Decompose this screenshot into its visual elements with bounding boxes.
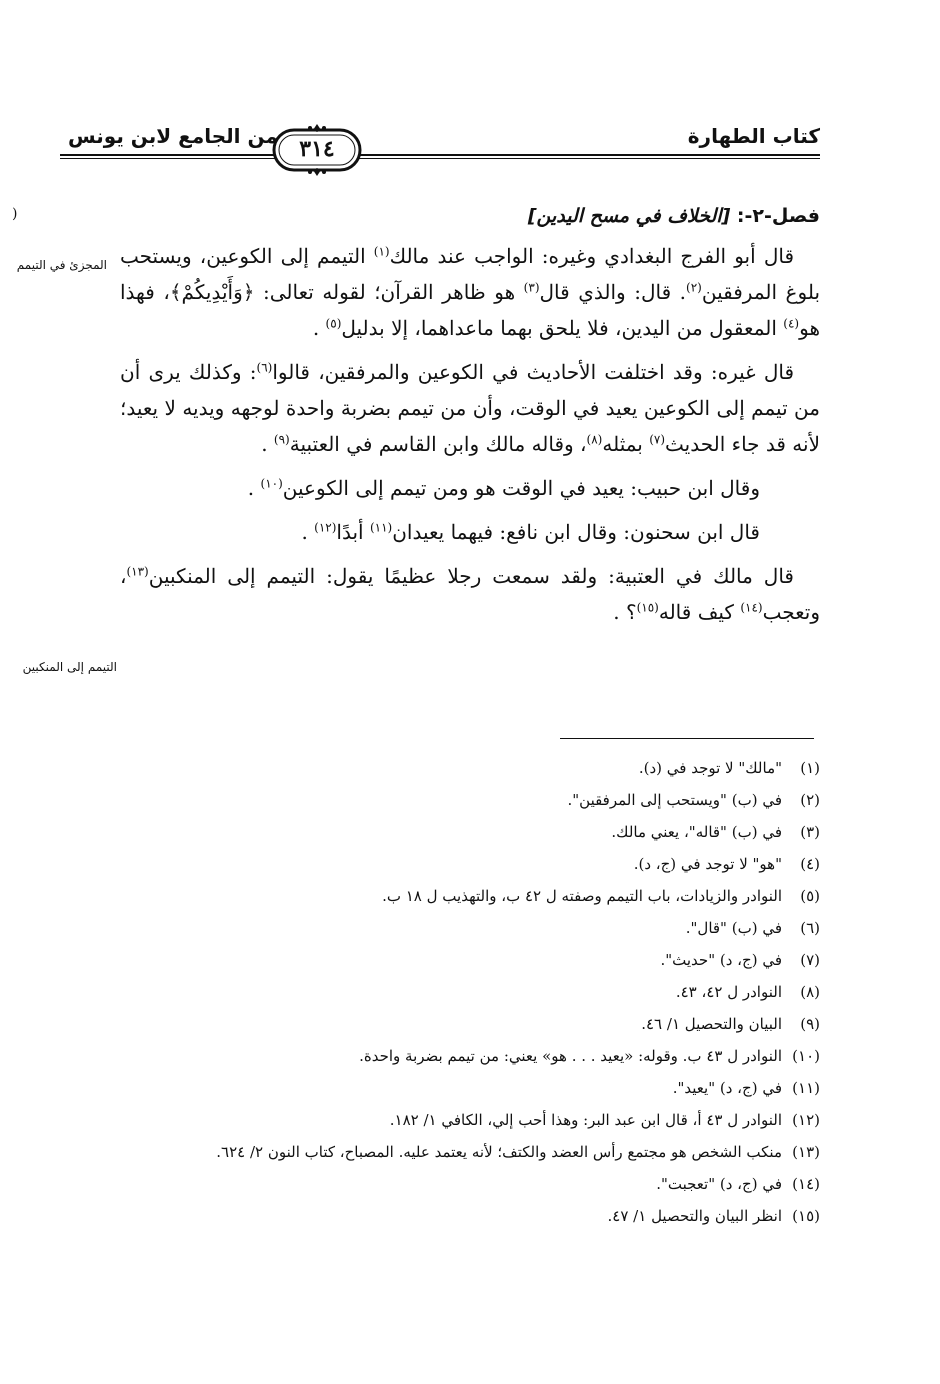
text-run: كيف قاله — [658, 600, 741, 624]
footnote-number: (٩) — [800, 1015, 820, 1033]
footnote-ref[interactable]: (١٣) — [126, 564, 149, 579]
footnote-number: (١١) — [792, 1079, 820, 1097]
footnote — [100, 752, 820, 784]
page-number: ٣١٤ — [299, 136, 335, 162]
footnote-separator — [560, 738, 814, 739]
chapter-title: كتاب الطهارة — [687, 124, 820, 148]
section-heading — [120, 198, 820, 234]
text-run: . — [247, 476, 261, 500]
footnote — [100, 1168, 820, 1200]
paragraph — [120, 558, 820, 630]
footnote-ref[interactable]: (١٢) — [314, 520, 337, 535]
paragraph — [120, 354, 820, 462]
book-title: من الجامع لابن يونس — [68, 124, 278, 148]
footnote-ref[interactable]: (١٠) — [260, 476, 283, 491]
section-title: [الخلاف في مسح اليدين] — [527, 205, 731, 227]
footnote-ref[interactable]: (١) — [373, 244, 390, 259]
text-run: قال غيره: وقد اختلفت الأحاديث في الكوعين والمرفقين، قالوا — [272, 360, 795, 384]
text-run: : وكذلك يرى أن من تيمم إلى الكوعين يعيد في الوقت، وأن من تيمم بضربة واحدة لوجهه ويديه لا يعيد؛ لأنه قد جاء الحديث — [120, 360, 820, 456]
margin-mark: ( — [12, 206, 18, 222]
footnote-text: في (ب) "ويستحب إلى المرفقين". — [567, 791, 782, 809]
text-run: وقال ابن حبيب: يعيد في الوقت هو ومن تيمم إلى الكوعين — [282, 476, 760, 500]
footnote-number: (٦) — [800, 919, 820, 937]
footnote — [100, 1136, 820, 1168]
footnote — [100, 1040, 820, 1072]
footnote-number: (٤) — [800, 855, 820, 873]
footnote-number: (٥) — [800, 887, 820, 905]
footnote-number: (١٠) — [792, 1047, 820, 1065]
footnote-ref[interactable]: (٧) — [649, 432, 666, 447]
footnote-ref[interactable]: (٤) — [783, 316, 800, 331]
footnotes — [100, 752, 820, 1232]
text-run: قال ابن سحنون: وقال ابن نافع: فيهما يعيدان — [392, 520, 760, 544]
text-run: قال أبو الفرج البغدادي وغيره: الواجب عند مالك — [389, 244, 795, 268]
section-label: فصل-٢-: — [736, 205, 820, 227]
footnote — [100, 976, 820, 1008]
footnote — [100, 1008, 820, 1040]
text-run: . — [261, 432, 274, 456]
footnote-number: (٣) — [800, 823, 820, 841]
footnote-text: "هو" لا توجد في (ج، د). — [633, 855, 782, 873]
footnote-number: (٧) — [800, 951, 820, 969]
footnote-text: في (ب) "قاله"، يعني مالك. — [611, 823, 782, 841]
footnote-number: (١) — [800, 759, 820, 777]
text-run: . قال: والذي قال — [539, 280, 687, 304]
footnote-ref[interactable]: (٩) — [273, 432, 290, 447]
text-run: ، وقاله مالك وابن القاسم في العتبية — [289, 432, 587, 456]
footnote-text: النوادر ل ٤٣ أ، قال ابن عبد البر: وهذا أحب إلي، الكافي ١/ ١٨٢. — [389, 1111, 782, 1129]
footnote-ref[interactable]: (٣) — [523, 280, 540, 295]
margin-note-sufficient-tayammum: المجزئ في التيمم — [16, 258, 107, 272]
footnote-number: (٨) — [800, 983, 820, 1001]
text-run: هو ظاهر القرآن؛ لقوله تعالى: ﴿وَأَيْدِيكُمْ﴾، فهذا هو — [120, 280, 820, 340]
footnote — [100, 816, 820, 848]
footnote-text: انظر البيان والتحصيل ١/ ٤٧. — [607, 1207, 782, 1225]
footnote-ref[interactable]: (٨) — [586, 432, 603, 447]
footnote-ref[interactable]: (١١) — [369, 520, 393, 535]
text-run: . — [312, 316, 326, 340]
paragraph — [120, 238, 820, 346]
margin-note-shoulders: التيمم إلى المنكبين — [22, 660, 117, 674]
text-run: قال مالك في العتبية: ولقد سمعت رجلا عظيمًا يقول: التيمم إلى المنكبين — [148, 564, 794, 588]
text-run: ، وتعجب — [120, 564, 820, 624]
footnote-text: البيان والتحصيل ١/ ٤٦. — [641, 1015, 782, 1033]
footnote-text: في (ج، د) "حديث". — [660, 951, 782, 969]
footnote — [100, 1200, 820, 1232]
footnote — [100, 944, 820, 976]
footnote-text: في (ج، د) "تعجبت". — [656, 1175, 782, 1193]
footnote-number: (١٢) — [792, 1111, 820, 1129]
footnote-number: (٢) — [800, 791, 820, 809]
footnote-ref[interactable]: (١٤) — [740, 600, 763, 615]
footnote-text: النوادر ل ٤٣ ب. وقوله: «يعيد . . . هو» يعني: من تيمم بضربة واحدة. — [359, 1047, 782, 1065]
page-number-medallion — [270, 122, 364, 178]
main-text — [120, 198, 820, 638]
paragraphs — [120, 238, 820, 630]
text-run: أبدًا — [336, 520, 370, 544]
running-header — [60, 118, 820, 188]
footnote-text: في (ب) "قال". — [685, 919, 782, 937]
footnote-text: النوادر ل ٤٢، ٤٣. — [675, 983, 782, 1001]
text-run: ؟ . — [613, 600, 637, 624]
footnote — [100, 880, 820, 912]
footnote — [100, 912, 820, 944]
footnote-number: (١٥) — [792, 1207, 820, 1225]
footnote — [100, 1072, 820, 1104]
footnote-text: "مالك" لا توجد في (د). — [638, 759, 782, 777]
text-run: التيمم إلى الكوعين، ويستحب بلوغ المرفقين — [120, 244, 821, 304]
footnote-number: (١٣) — [792, 1143, 820, 1161]
footnote — [100, 1104, 820, 1136]
footnote-text: منكب الشخص هو مجتمع رأس العضد والكتف؛ لأنه يعتمد عليه. المصباح، كتاب النون ٢/ ٦٢٤. — [216, 1143, 782, 1161]
footnote-ref[interactable]: (٥) — [325, 316, 342, 331]
text-run: المعقول من اليدين، فلا يلحق بهما ماعداهما، إلا بدليل — [341, 316, 784, 340]
text-run: بمثله — [602, 432, 650, 456]
paragraph — [120, 470, 820, 506]
text-run: . — [301, 520, 315, 544]
footnote-ref[interactable]: (١٥) — [636, 600, 659, 615]
footnote — [100, 784, 820, 816]
footnote — [100, 848, 820, 880]
footnote-ref[interactable]: (٢) — [686, 280, 702, 295]
header-rule-thin — [60, 158, 820, 159]
header-rule — [60, 154, 820, 156]
paragraph — [120, 514, 820, 550]
footnote-number: (١٤) — [792, 1175, 820, 1193]
footnote-text: النوادر والزيادات، باب التيمم وصفته ل ٤٢ ب، والتهذيب ل ١٨ ب. — [382, 887, 782, 905]
footnote-ref[interactable]: (٦) — [256, 360, 273, 375]
footnote-text: في (ج، د) "يعيد". — [672, 1079, 782, 1097]
